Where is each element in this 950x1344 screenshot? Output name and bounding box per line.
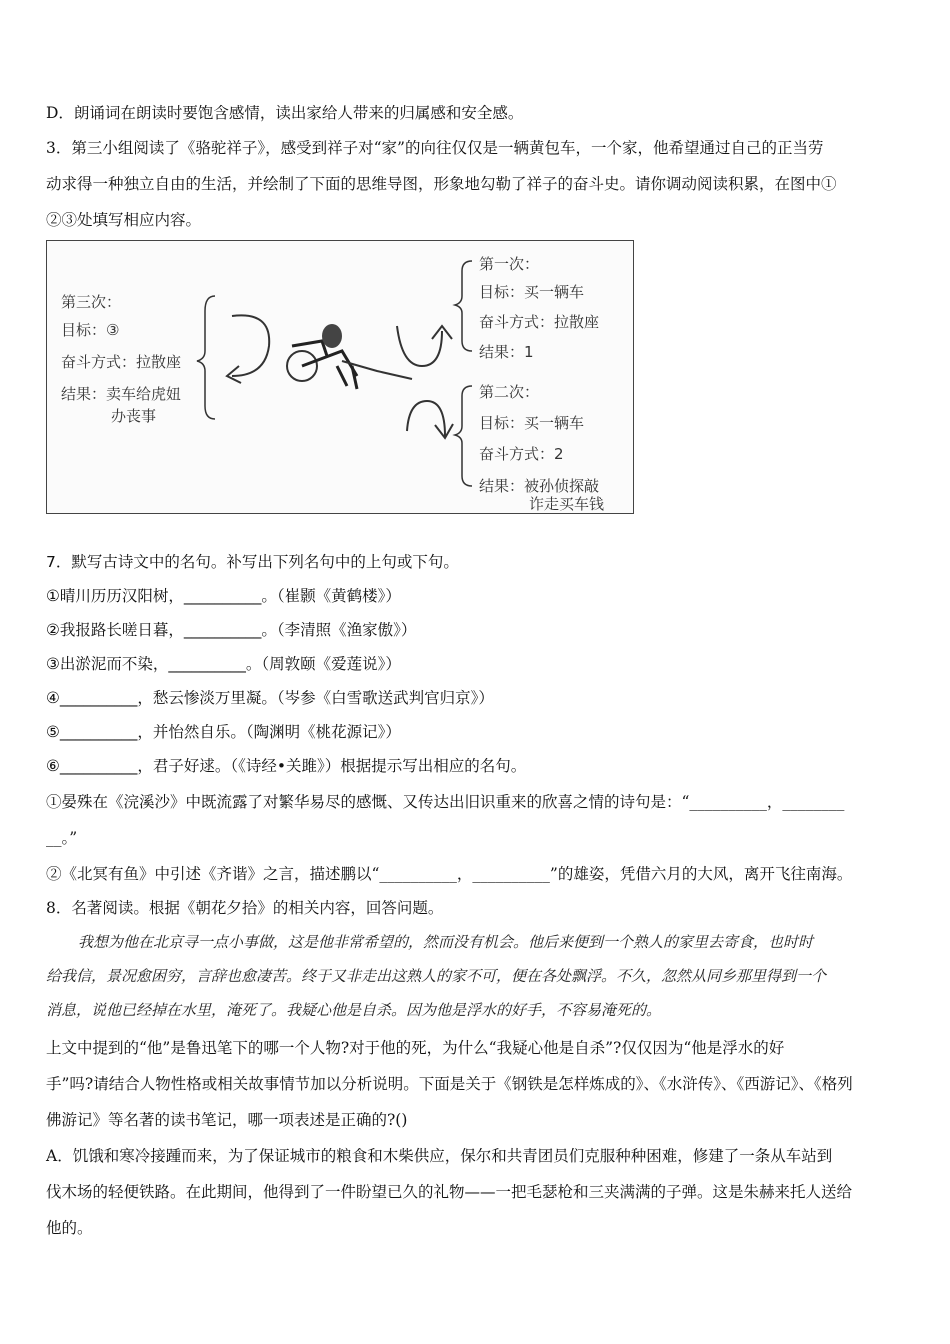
- q3-stem-line3: ②③处填写相应内容。: [46, 211, 202, 229]
- third-result: 结果：卖车给虎妞: [61, 385, 182, 403]
- second-goal: 目标：买一辆车: [479, 414, 585, 432]
- option-a-line1: A．饥饿和寒冷接踵而来，为了保证城市的粮食和木柴供应，保尔和共青团员们克服种种困难，修建了一条从车站到: [46, 1147, 833, 1165]
- first-goal: 目标：买一辆车: [479, 283, 585, 301]
- option-a-line2: 伐木场的轻便铁路。在此期间，他得到了一件盼望已久的礼物——一把毛瑟枪和三夹满满的子弹。这是朱赫来托人送给: [46, 1183, 853, 1201]
- second-title: 第二次：: [479, 383, 540, 401]
- q7-item-6: ⑥__________，君子好逑。（《诗经•关雎》）根据提示写出相应的名句。: [46, 757, 527, 775]
- quote-line-2: 给我信，景况愈困穷，言辞也愈凄苦。终于又非走出这熟人的家不可，便在各处飘浮。不久，忽然从同乡那里得到一个: [46, 967, 827, 985]
- q8-title: 8．名著阅读。根据《朝花夕拾》的相关内容，回答问题。: [46, 899, 444, 917]
- third-result-cont: 办丧事: [111, 407, 157, 425]
- option-a-line3: 他的。: [46, 1219, 93, 1237]
- quote-line-1: 我想为他在北京寻一点小事做，这是他非常希望的，然而没有机会。他后来便到一个熟人的家里去寄食，也时时: [78, 933, 814, 951]
- left-brace: [197, 296, 215, 419]
- q8-question-line2: 手”吗?请结合人物性格或相关故事情节加以分析说明。下面是关于《钢铁是怎样炼成的》、《水浒传》、《西游记》、《格列: [46, 1075, 853, 1093]
- q3-stem-line1: 3．第三小组阅读了《骆驼祥子》，感受到祥子对“家”的向往仅仅是一辆黄包车，一个家，他希望通过自己的正当劳: [46, 139, 824, 157]
- q3-stem-line2: 动求得一种独立自由的生活，并绘制了下面的思维导图，形象地勾勒了祥子的奋斗史。请你调动阅读积累，在图中①: [46, 175, 837, 193]
- option-d: D．朗诵词在朗读时要饱含感情，读出家给人带来的归属感和安全感。: [46, 104, 524, 122]
- first-u-arrow: [397, 326, 442, 366]
- quote-line-3: 消息，说他已经掉在水里，淹死了。我疑心他是自杀。因为他是浮水的好手，不容易淹死的。: [46, 1001, 662, 1019]
- q7-item-3: ③出淤泥而不染，__________。（周敦颐《爱莲说》）: [46, 655, 401, 673]
- third-method: 奋斗方式：拉散座: [61, 353, 182, 371]
- third-title: 第三次：: [61, 293, 122, 311]
- q7-sub-1: ①晏殊在《浣溪沙》中既流露了对繁华易尽的感慨、又传达出旧识重来的欣喜之情的诗句是：“__________，________: [46, 793, 845, 811]
- mind-map-drawing: [47, 241, 633, 513]
- q8-question-line1: 上文中提到的“他”是鲁迅笔下的哪一个人物?对于他的死，为什么“我疑心他是自杀”?仅仅因为“他是浮水的好: [46, 1039, 785, 1057]
- second-method: 奋斗方式：2: [479, 445, 564, 463]
- q8-question-line3: 佛游记》等名著的读书笔记，哪一项表述是正确的?(): [46, 1111, 408, 1129]
- second-brace: [455, 386, 472, 486]
- second-result: 结果：被孙侦探敲: [479, 477, 600, 495]
- first-title: 第一次：: [479, 255, 540, 273]
- q7-title: 7．默写古诗文中的名句。补写出下列名句中的上句或下句。: [46, 553, 459, 571]
- q7-item-4: ④__________，愁云惨淡万里凝。（岑参《白雪歌送武判官归京》）: [46, 689, 494, 707]
- second-result-cont: 诈走买车钱: [529, 495, 605, 513]
- q7-sub-1-cont: __。”: [46, 829, 78, 847]
- rickshaw-illustration: [287, 324, 412, 389]
- first-result: 结果：1: [479, 343, 534, 361]
- first-method: 奋斗方式：拉散座: [479, 313, 600, 331]
- q7-item-1: ①晴川历历汉阳树，__________。（崔颢《黄鹤楼》）: [46, 587, 401, 605]
- q7-sub-2: ②《北冥有鱼》中引述《齐谐》之言，描述鹏以“__________，__________”的雄姿，凭借六月的大风，离开飞往南海。: [46, 865, 853, 883]
- mind-map-figure: [46, 240, 634, 514]
- q7-item-5: ⑤__________，并怡然自乐。（陶渊明《桃花源记》）: [46, 723, 401, 741]
- third-goal: 目标：③: [61, 321, 120, 339]
- first-brace: [455, 261, 472, 351]
- q7-item-2: ②我报路长嗟日暮，__________。（李清照《渔家傲》）: [46, 621, 417, 639]
